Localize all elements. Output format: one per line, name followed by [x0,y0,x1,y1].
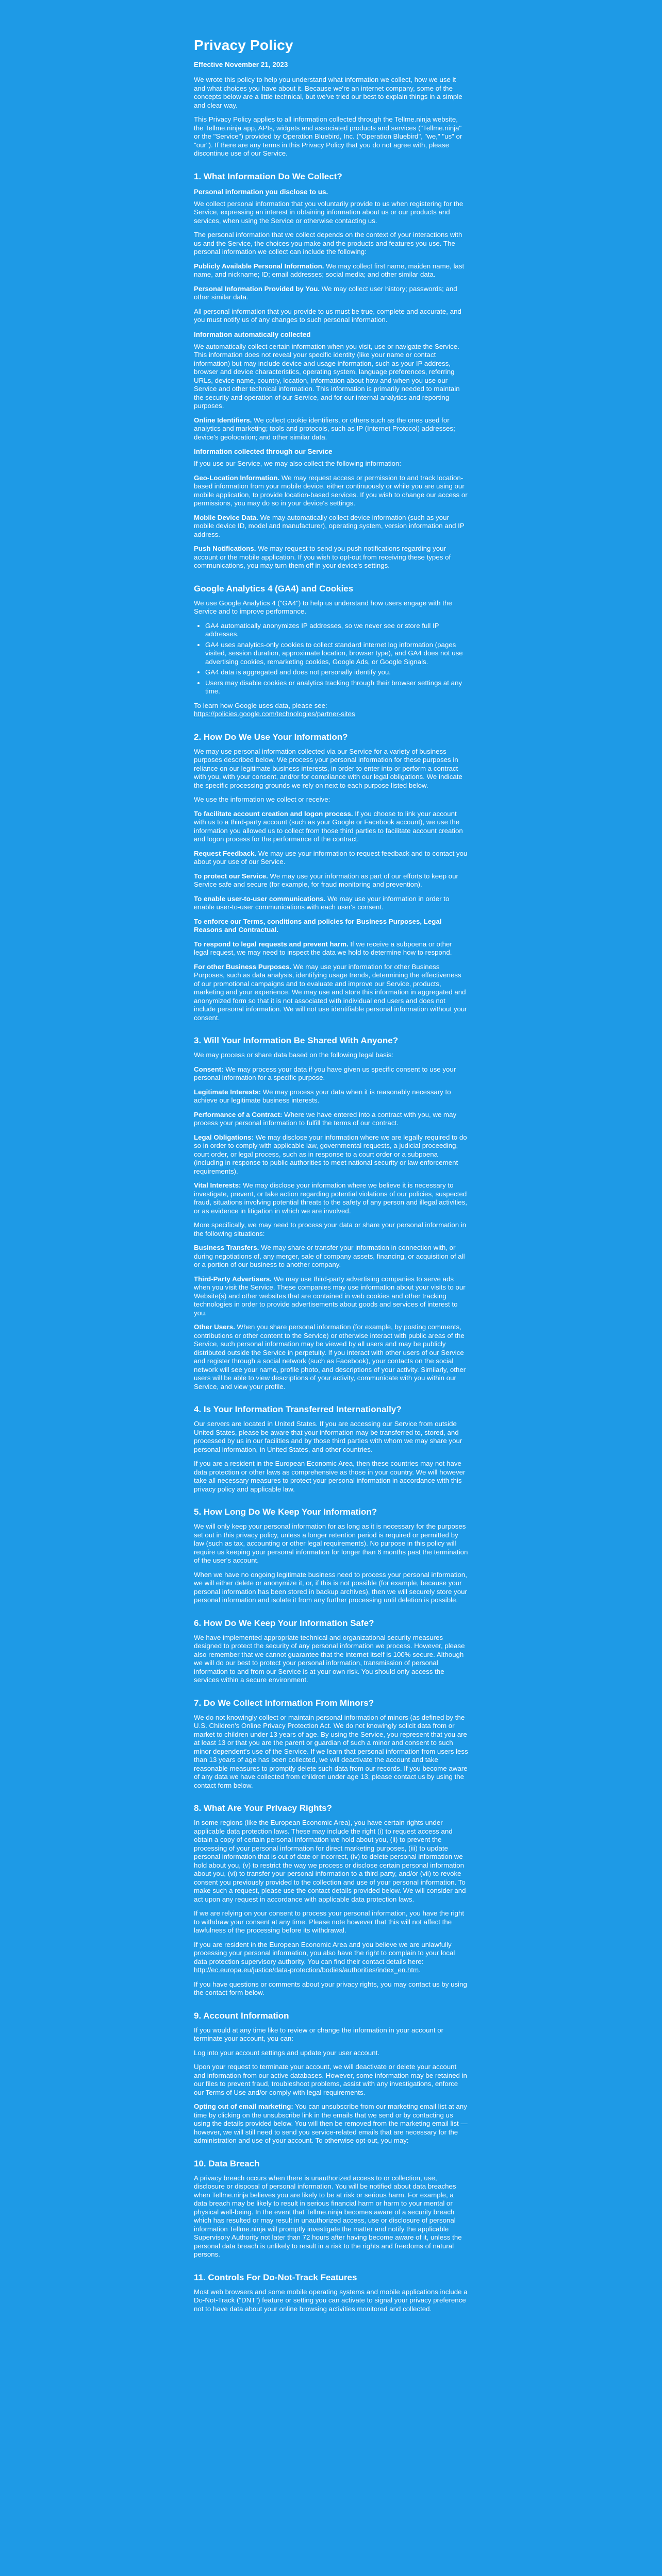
paragraph [194,1275,468,1318]
paragraph: Our servers are located in United States. If you are accessing our Service from outside United States, please be aware that your information may be transferred to, stored, and processed by us in our facilities and by those third parties with whom we may share your personal information, in United States, and other countries. [194,1420,462,1453]
paragraph: All personal information that you provide to us must be true, complete and accurate, and you must notify us of any changes to such personal information. [194,307,461,324]
paragraph: If you have questions or comments about your privacy rights, you may contact us by using the contact form below. [194,1980,467,1996]
paragraph: We collect personal information that you voluntarily provide to us when registering for the Service, expressing an interest in obtaining information about us or our products and services, when using the Service or otherwise contacting us. [194,199,464,225]
subsection-heading: Information automatically collected [194,330,311,338]
paragraph [194,514,468,539]
effective-date: Effective November 21, 2023 [194,61,288,69]
section-heading: 4. Is Your Information Transferred Internationally? [194,1404,402,1414]
paragraph: We have implemented appropriate technical and organizational security measures designed to protect the security of any personal information we process. However, please also remember that we cannot guarantee that the internet itself is 100% secure. Although we will do our best to protect your personal information, transmission of personal information to and from our Service is at your own risk. You should only access the services within a secure environment. [194,1633,465,1684]
paragraph: We use Google Analytics 4 ("GA4") to help us understand how users engage with the Service and to improve performance. [194,599,452,615]
term-text: We may use your information for other Business Purposes, such as data analysis, identifying usage trends, determining the effectiveness of our promotional campaigns and to evaluate and improve our Service, products, marketing and your experience. We may use and store this information in aggregated and anonymized form so that it is not associated with individual end users and does not include personal information. We will not use identifiable personal information without your consent. [194,962,467,1022]
term-label: For other Business Purposes. [194,962,292,971]
section-heading: 5. How Long Do We Keep Your Information? [194,1507,377,1517]
paragraph: We will only keep your personal information for as long as it is necessary for the purposes set out in this privacy policy, unless a longer retention period is required or permitted by law (such as tax, accounting or other legal requirements). No purpose in this policy will require us keeping your personal information for longer than 6 months past the termination of the user's account. [194,1522,468,1564]
term-label: Geo-Location Information. [194,473,280,482]
term-label: To enforce our Terms, conditions and policies for Business Purposes, Legal Reasons and Contractual. [194,917,442,934]
term-text: We may process your data if you have given us specific consent to use your personal information for a specific purpose. [194,1065,456,1081]
paragraph: Most web browsers and some mobile operating systems and mobile applications include a Do-Not-Track ("DNT") feature or setting you can activate to signal your privacy preference not to have data about your online browsing activities monitored and collected. [194,2287,468,2313]
paragraph: If we are relying on your consent to process your personal information, you have the right to withdraw your consent at any time. Please note however that this will not affect the lawfulness of the processing before its withdrawal. [194,1909,465,1934]
term-text: We may collect user history; passwords; and other similar data. [194,284,457,301]
term-text: We may process your data when it is reasonably necessary to achieve our legitimate business interests. [194,1088,451,1104]
term-text: We collect cookie identifiers, or others such as the ones used for analytics and marketing; tools and protocols, such as IP (Internet Protocol) addresses; device's geolocation; and other similar data. [194,416,455,441]
paragraph: If you would at any time like to review or change the information in your account or terminate your account, you can: [194,2026,444,2042]
learn-text: To learn how Google uses data, please see: [194,701,327,709]
term-text: If we receive a subpoena or other legal request, we may need to inspect the data we hold to determine how to respond. [194,940,452,956]
eea-text: If you are resident in the European Economic Area and you believe we are unlawfully processing your personal information, you also have the right to complain to your local data protection supervisory authority. You can find their contact details here: [194,1940,455,1965]
paragraph [194,940,468,957]
paragraph [194,895,468,912]
term-label: Legitimate Interests: [194,1088,261,1096]
term-text: We may use your information to request feedback and to contact you about your use of our Service. [194,849,468,866]
paragraph: The personal information that we collect depends on the context of your interactions with us and the Service, the choices you make and the products and features you use. The personal information we collect can include the following: [194,231,462,256]
paragraph: We may use personal information collected via our Service for a variety of business purposes described below. We process your personal information for these purposes in reliance on our legitimate business interests, in order to enter into or perform a contract with you, with your consent, and/or for compliance with our legal obligations. We indicate the specific processing grounds we rely on next to each purpose listed below. [194,747,462,789]
paragraph: We do not knowingly collect or maintain personal information of minors (as defined by the U.S. Children's Online Privacy Protection Act. We do not knowingly solicit data from or market to children under 13 years of age. By using the Service, you represent that you are at least 13 or that you are the parent or guardian of such a minor and consent to such minor dependent's use of the Service. If we learn that personal information from users less than 13 years of age has been collected, we will deactivate the account and take reasonable measures to promptly delete such data from our records. If you become aware of any data we have collected from children under age 13, please contact us by using the contact form below. [194,1713,468,1789]
term-label: Other Users. [194,1323,235,1331]
paragraph: If you are a resident in the European Economic Area, then these countries may not have data protection or other laws as comprehensive as those in your country. We will however take all necessary measures to protect your personal information in accordance with this privacy policy and applicable law. [194,1460,466,1493]
paragraph [194,1111,468,1128]
term-label: To enable user-to-user communications. [194,894,326,903]
term-text: You can unsubscribe from our marketing email list at any time by clicking on the unsubscribe link in the emails that we send or by contacting us using the details provided below. You will then be removed from the marketing email list — however, we will still need to send you service-related emails that are necessary for the administration and use of your account. To otherwise opt-out, you may: [194,2103,468,2144]
paragraph [194,1323,468,1391]
section-heading: Google Analytics 4 (GA4) and Cookies [194,583,354,594]
section-heading: 10. Data Breach [194,2158,260,2168]
section-heading: 1. What Information Do We Collect? [194,171,342,181]
list-item: • Users may disable cookies or analytics tracking through their browser settings at any time. [205,679,468,696]
term-label: To respond to legal requests and prevent harm. [194,940,349,948]
paragraph: If you use our Service, we may also collect the following information: [194,460,402,467]
paragraph [194,872,468,889]
term-label: Consent: [194,1065,224,1073]
term-text: We may disclose your information where we believe it is necessary to investigate, prevent, or take action regarding potential violations of our policies, suspected fraud, situations involving potential threats to the safety of any person and illegal activities, or as evidence in litigation in which we are involved. [194,1181,467,1215]
term-label: To protect our Service. [194,872,268,880]
term-label: Push Notifications. [194,545,256,552]
term-label: Vital Interests: [194,1181,241,1189]
term-text: We may share or transfer your information in connection with, or during negotiations of, any merger, sale of company assets, financing, or acquisition of all or a portion of our business to another company. [194,1244,465,1268]
paragraph: We automatically collect certain information when you visit, use or navigate the Service. This information does not reveal your specific identity (like your name or contact information) but may include device and usage information, such as your IP address, browser and device characteristics, operating system, language preferences, referring URLs, device name, country, location, information about how and when you use our Service and other technical information. This information is primarily needed to maintain the security and operation of our Service, and for our internal analytics and reporting purposes. [194,342,460,410]
eea-end: . [419,1966,421,1974]
eu-authorities-link[interactable]: http://ec.europa.eu/justice/data-protection/bodies/authorities/index_en.htm [194,1966,419,1974]
paragraph [194,963,468,1023]
paragraph [194,702,468,719]
term-label: Request Feedback. [194,849,257,857]
paragraph: We use the information we collect or receive: [194,795,330,803]
term-label: To facilitate account creation and logon process. [194,809,353,818]
term-text: If you choose to link your account with us to a third-party account (such as your Google or Facebook account), we use the information you allowed us to collect from those third parties to facilitate account creation and logon process for the performance of the contract. [194,809,463,843]
policy-page [194,0,468,2313]
term-label: Personal Information Provided by You. [194,284,320,293]
paragraph [194,262,468,279]
paragraph [194,1244,468,1269]
intro-paragraph: We wrote this policy to help you understand what information we collect, how we use it and what choices you have about it. Because we're an internet company, some of the concepts below are a little technical, but we've tried our best to explain things in a simple and clear way. [194,76,462,109]
list-item: • GA4 automatically anonymizes IP addresses, so we never see or store full IP addresses. [205,622,468,639]
term-label: Online Identifiers. [194,416,252,424]
term-text: We may collect first name, maiden name, last name, and nickname; ID; email addresses; social media; and other similar data. [194,262,465,278]
bullet-list [194,622,468,696]
term-text: We may request access or permission to and track location-based information from your mobile device, either continuously or while you are using our mobile application, to provide location-based services. If you wish to change our access or permissions, you may do so in your device's settings. [194,473,468,507]
section-heading: 9. Account Information [194,2010,289,2021]
paragraph [194,850,468,867]
term-label: Performance of a Contract: [194,1110,283,1118]
term-text: When you share personal information (for example, by posting comments, contributions or other content to the Service) or otherwise interact with public areas of the Service, such personal information may be viewed by all users and may be publicly distributed outside the Service in perpetuity. If you interact with other users of our Service and register through a social network (such as Facebook), your contacts on the social network will see your name, profile photo, and descriptions of your activity. Similarly, other users will be able to view descriptions of your activity, communicate with you within our Service, and view your profile. [194,1323,466,1391]
paragraph: Log into your account settings and update your user account. [194,2048,379,2057]
term-label: Legal Obligations: [194,1133,254,1141]
term-text: We may use your information in order to enable user-to-user communications with each user's consent. [194,894,450,911]
google-policy-link[interactable]: https://policies.google.com/technologies/partner-sites [194,710,355,718]
paragraph: More specifically, we may need to process your data or share your personal information in the following situations: [194,1221,467,1238]
paragraph [194,1088,468,1105]
paragraph: Upon your request to terminate your account, we will deactivate or delete your account and information from our active databases. However, some information may be retained in our files to prevent fraud, troubleshoot problems, assist with any investigations, enforce our Terms of Use and/or comply with legal requirements. [194,2063,467,2096]
term-text: Where we have entered into a contract with you, we may process your personal information to fulfill the terms of our contract. [194,1110,457,1127]
paragraph [194,1065,468,1082]
paragraph [194,1941,468,1975]
section-heading: 8. What Are Your Privacy Rights? [194,1803,332,1813]
term-label: Mobile Device Data. [194,513,258,521]
paragraph [194,810,468,844]
section-heading: 6. How Do We Keep Your Information Safe? [194,1618,374,1628]
intro-paragraph: This Privacy Policy applies to all information collected through the Tellme.ninja website, the Tellme.ninja app, APIs, widgets and associated products and services ("Tellme.ninja" or the "Service") provided by Operation Bluebird, Inc. ("Operation Bluebird", "we," "us" or "our"). If there are any terms in this Privacy Policy that you do not agree with, please discontinue use of our Service. [194,115,462,157]
term-label: Business Transfers. [194,1244,259,1251]
paragraph: We may process or share data based on the following legal basis: [194,1051,394,1059]
subsection-heading: Information collected through our Service [194,448,333,455]
section-heading: 11. Controls For Do-Not-Track Features [194,2272,357,2282]
paragraph [194,2103,468,2145]
paragraph [194,285,468,302]
paragraph [194,918,468,935]
term-label: Opting out of email marketing: [194,2103,293,2110]
term-text: We may use third-party advertising companies to serve ads when you visit the Service. These companies may use information about your visits to our Website(s) and other websites that are contained in web cookies and other tracking technologies in order to provide advertisements about goods and services of interest to you. [194,1275,466,1317]
term-text: We may use your information as part of our efforts to keep our Service safe and secure (for example, for fraud monitoring and prevention). [194,872,458,888]
paragraph: A privacy breach occurs when there is unauthorized access to or collection, use, disclosure or disposal of personal information. You will be notified about data breaches when Tellme.ninja believes you are likely to be at risk or serious harm. For example, a data breach may be likely to result in serious financial harm or harm to your mental or physical well-being. In the event that Tellme.ninja becomes aware of a security breach which has resulted or may result in unauthorized access, use or disclosure of personal information Tellme.ninja will promptly investigate the matter and notify the applicable Supervisory Authority not later than 72 hours after having become aware of it, unless the personal data breach is unlikely to result in a risk to the rights and freedoms of natural persons. [194,2174,462,2258]
section-heading: 3. Will Your Information Be Shared With Anyone? [194,1036,399,1045]
paragraph [194,1133,468,1176]
section-heading: 2. How Do We Use Your Information? [194,732,348,742]
list-item: • GA4 data is aggregated and does not personally identify you. [205,668,468,677]
paragraph [194,1181,468,1215]
term-label: Third-Party Advertisers. [194,1275,272,1283]
paragraph [194,545,468,570]
paragraph [194,474,468,508]
paragraph: When we have no ongoing legitimate business need to process your personal information, we will either delete or anonymize it, or, if this is not possible (for example, because your personal information has been stored in backup archives), then we will securely store your personal information and isolate it from any further processing until deletion is possible. [194,1570,467,1604]
term-label: Publicly Available Personal Information. [194,262,324,270]
list-item: • GA4 uses analytics-only cookies to collect standard internet log information (pages visited, session duration, approximate location, browser type), and GA4 does not use advertising cookies, remarketing cookies, Google Ads, or Google Signals. [205,641,468,667]
paragraph [194,416,468,442]
section-heading: 7. Do We Collect Information From Minors? [194,1698,374,1708]
page-title: Privacy Policy [194,37,293,53]
term-text: We may disclose your information where we are legally required to do so in order to comply with applicable law, governmental requests, a judicial proceeding, court order, or legal process, such as in response to a court order or a subpoena (including in response to public authorities to meet national security or law enforcement requirements). [194,1133,467,1175]
term-text: We may request to send you push notifications regarding your account or the mobile application. If you wish to opt-out from receiving these types of communications, you may turn them off in your device's settings. [194,545,451,569]
term-text: We may automatically collect device information (such as your mobile device ID, model and manufacturer), operating system, version information and IP address. [194,513,465,538]
paragraph: In some regions (like the European Economic Area), you have certain rights under applicable data protection laws. These may include the right (i) to request access and obtain a copy of certain personal information we hold about you, (ii) to prevent the processing of your personal information for direct marketing purposes, (iii) to update personal information that is out of date or incorrect, (iv) to delete personal information we hold about you, (v) to restrict the way we process or disclose certain personal information about you, (vi) to transfer your personal information to a third-party, and/or (vii) to revoke consent you previously provided to the collection and use of your personal information. To make such a request, please use the contact details provided below. We will consider and act upon any request in accordance with applicable data protection laws. [194,1819,466,1903]
subsection-heading: Personal information you disclose to us. [194,188,328,196]
